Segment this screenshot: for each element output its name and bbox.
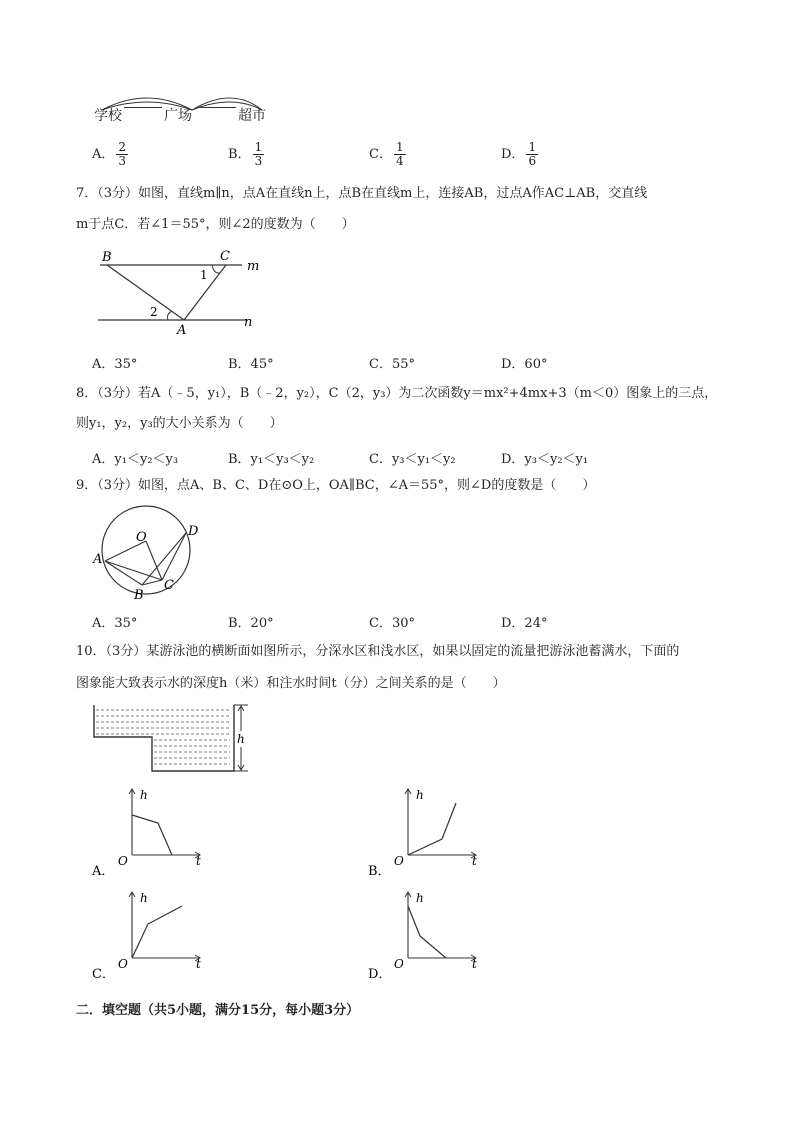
point-a-label: A xyxy=(177,323,187,338)
point-b-label: B xyxy=(102,250,112,265)
h-axis-label: h xyxy=(140,891,148,905)
q10-option-c[interactable] xyxy=(90,888,220,983)
point-d-label: D xyxy=(188,524,199,539)
segment-ab xyxy=(105,561,142,585)
q6-option-d[interactable] xyxy=(501,141,538,168)
option-letter: D． xyxy=(501,147,525,162)
point-c-label: C xyxy=(220,249,230,264)
section-heading: 二．填空题（共5小题，满分15分，每小题3分） xyxy=(76,1003,360,1018)
q7-option-c[interactable]: C．55° xyxy=(369,357,415,372)
t-axis-label: t xyxy=(196,854,201,868)
route-line xyxy=(196,107,236,108)
point-a-label: A xyxy=(93,552,103,567)
q9-option-a[interactable]: A．35° xyxy=(92,616,138,631)
h-axis-label: h xyxy=(416,788,424,802)
q9-figure xyxy=(90,505,210,605)
depth-label: h xyxy=(237,732,245,746)
option-letter: C． xyxy=(92,967,115,982)
option-letter: C． xyxy=(369,147,392,162)
q7-text-line1: 7．（3分）如图，直线m∥n，点A在直线n上，点B在直线m上，连接AB，过点A作AC⊥AB，交直线 xyxy=(76,186,648,201)
q9-option-d[interactable]: D．24° xyxy=(501,616,548,631)
parallel-lines-diagram xyxy=(92,248,272,338)
pool-cross-section xyxy=(90,703,260,777)
q8-text-line1: 8．（3分）若A（﹣5，y₁），B（﹣2，y₂），C（2，y₃）为二次函数y＝mx²+4mx+3（m＜0）图象上的三点， xyxy=(76,386,718,401)
q7-option-b[interactable]: B．45° xyxy=(228,357,274,372)
graph-curve xyxy=(132,906,182,958)
q8-text-line2: 则y₁，y₂，y₃的大小关系为（ ） xyxy=(76,416,283,431)
q8-option-d[interactable]: D．y₃＜y₂＜y₁ xyxy=(501,452,589,467)
square-label: 广场 xyxy=(164,108,192,124)
t-axis-label: t xyxy=(196,957,201,971)
fraction-numerator: 1 xyxy=(254,140,263,154)
q7-text-line2: m于点C．若∠1＝55°，则∠2的度数为（ ） xyxy=(76,217,355,232)
option-letter: D． xyxy=(368,967,392,982)
h-axis-label: h xyxy=(416,891,424,905)
circle-diagram xyxy=(90,505,210,605)
q10-text-line2: 图象能大致表示水的深度h（米）和注水时间t（分）之间关系的是（ ） xyxy=(76,676,506,691)
q6-option-c[interactable] xyxy=(369,141,406,168)
origin-label: O xyxy=(394,957,404,971)
option-letter: B． xyxy=(228,147,251,162)
q9-option-c[interactable]: C．30° xyxy=(369,616,415,631)
origin-label: O xyxy=(118,854,128,868)
q6-option-a[interactable] xyxy=(92,141,128,168)
q8-option-a[interactable]: A．y₁＜y₂＜y₃ xyxy=(92,452,179,467)
option-letter: B． xyxy=(368,864,391,879)
graph-curve xyxy=(408,906,446,958)
segment-oc xyxy=(146,541,162,580)
angle2-label: 2 xyxy=(150,305,158,319)
origin-label: O xyxy=(394,854,404,868)
fraction-numerator: 1 xyxy=(528,140,537,154)
t-axis-label: t xyxy=(472,854,477,868)
pool-outline xyxy=(94,705,234,771)
market-label: 超市 xyxy=(238,108,266,124)
graph-a xyxy=(90,785,220,880)
fraction-numerator: 2 xyxy=(118,140,127,154)
fraction-denominator: 4 xyxy=(395,154,404,168)
segment-ab xyxy=(107,265,184,320)
h-axis-label: h xyxy=(140,788,148,802)
q7-figure xyxy=(92,248,272,338)
option-letter: A． xyxy=(92,147,115,162)
q10-text-line1: 10．（3分）某游泳池的横断面如图所示，分深水区和浅水区，如果以固定的流量把游泳池蓄满水，下面的 xyxy=(76,644,680,659)
graph-curve xyxy=(132,815,172,855)
t-axis-label: t xyxy=(472,957,477,971)
q9-text-line1: 9．（3分）如图，点A、B、C、D在⊙O上，OA∥BC，∠A＝55°，则∠D的度数是（ ） xyxy=(76,478,596,493)
q9-option-b[interactable]: B．20° xyxy=(228,616,274,631)
q6-option-b[interactable] xyxy=(228,141,264,168)
origin-label: O xyxy=(118,957,128,971)
point-b-label: B xyxy=(134,588,144,603)
graph-curve xyxy=(408,803,456,855)
pool-diagram xyxy=(90,703,260,777)
q8-option-c[interactable]: C．y₃＜y₁＜y₂ xyxy=(369,452,456,467)
option-letter: A． xyxy=(92,864,115,879)
q10-option-a[interactable] xyxy=(90,785,220,880)
graph-b xyxy=(366,785,496,880)
fraction-denominator: 3 xyxy=(118,154,127,168)
q10-option-b[interactable] xyxy=(366,785,496,880)
q8-option-b[interactable]: B．y₁＜y₃＜y₂ xyxy=(228,452,315,467)
school-label: 学校 xyxy=(94,108,122,124)
graph-d xyxy=(366,888,496,983)
route-line xyxy=(124,107,162,108)
q7-option-a[interactable]: A．35° xyxy=(92,357,138,372)
point-o-label: O xyxy=(136,530,147,545)
fraction-denominator: 6 xyxy=(528,154,537,168)
segment-ac xyxy=(105,561,162,580)
fraction-denominator: 3 xyxy=(254,154,263,168)
line-m-label: m xyxy=(247,259,260,274)
angle1-arc xyxy=(212,265,220,273)
point-c-label: C xyxy=(164,578,174,593)
graph-c xyxy=(90,888,220,983)
q7-option-d[interactable]: D．60° xyxy=(501,357,548,372)
q10-option-d[interactable] xyxy=(366,888,496,983)
route-figure xyxy=(92,88,282,128)
angle1-label: 1 xyxy=(200,268,208,282)
fraction-numerator: 1 xyxy=(395,140,404,154)
line-n-label: n xyxy=(244,315,253,330)
angle2-arc xyxy=(168,311,173,320)
